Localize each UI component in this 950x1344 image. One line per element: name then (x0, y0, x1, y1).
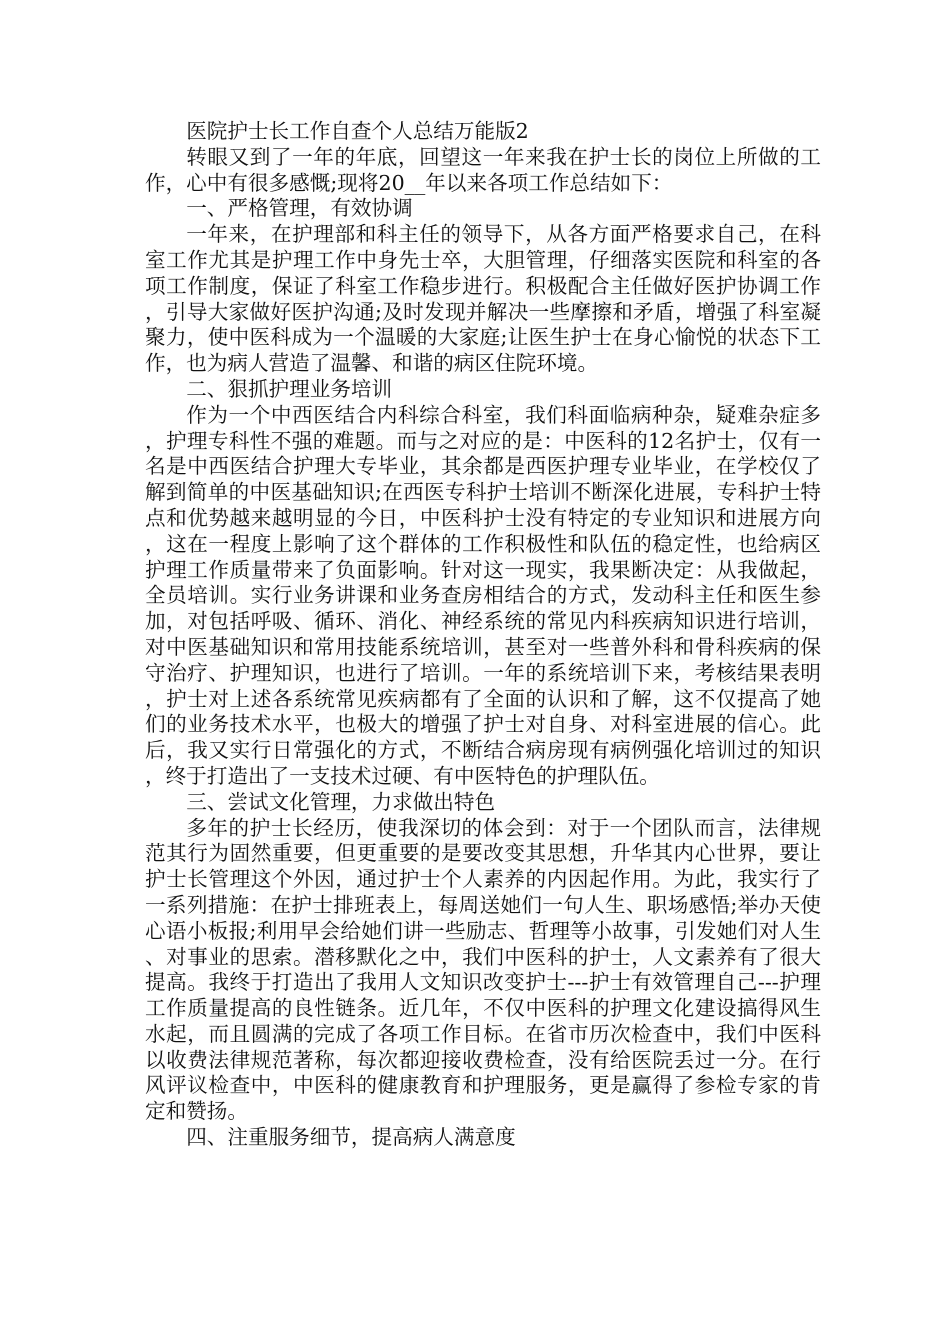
section-3-body: 多年的护士长经历，使我深切的体会到：对于一个团队而言，法律规范其行为固然重要，但更重要的是要改变其思想，升华其内心世界，要让护士长管理这个外因，通过护士个人素养的内因起作用。为此，我实行了一系列措施：在护士排班表上，每周送她们一句人生、职场感悟;举办天使心语小板报;利用早会给她们讲一些励志、哲理等小故事，引发她们对人生、对事业的思索。潜移默化之中，我们中医科的护士，人文素养有了很大提高。我终于打造出了我用人文知识改变护士---护士有效管理自己---护理工作质量提高的良性链条。近几年，不仅中医科的护理文化建设搞得风生水起，而且圆满的完成了各项工作目标。在省市历次检查中，我们中医科以收费法律规范著称，每次都迎接收费检查，没有给医院丢过一分。在行风评议检查中，中医科的健康教育和护理服务，更是赢得了参检专家的肯定和赞扬。 (145, 815, 821, 1124)
section-1-body: 一年来，在护理部和科主任的领导下，从各方面严格要求自己，在科室工作尤其是护理工作中身先士卒，大胆管理，仔细落实医院和科室的各项工作制度，保证了科室工作稳步进行。积极配合主任做好医护协调工作，引导大家做好医护沟通;及时发现并解决一些摩擦和矛盾，增强了科室凝聚力，使中医科成为一个温暖的大家庭;让医生护士在身心愉悦的状态下工作，也为病人营造了温馨、和谐的病区住院环境。 (145, 222, 821, 376)
section-2-body: 作为一个中西医结合内科综合科室，我们科面临病种杂，疑难杂症多，护理专科性不强的难题。而与之对应的是：中医科的12名护士，仅有一名是中西医结合护理大专毕业，其余都是西医护理专业毕业，在学校仅了解到简单的中医基础知识;在西医专科护士培训不断深化进展，专科护士特点和优势越来越明显的今日，中医科护士没有特定的专业知识和进展方向，这在一程度上影响了这个群体的工作积极性和队伍的稳定性，也给病区护理工作质量带来了负面影响。针对这一现实，我果断决定：从我做起，全员培训。实行业务讲课和业务查房相结合的方式，发动科主任和医生参加，对包括呼吸、循环、消化、神经系统的常见内科疾病知识进行培训，对中医基础知识和常用技能系统培训，甚至对一些普外科和骨科疾病的保守治疗、护理知识，也进行了培训。一年的系统培训下来，考核结果表明，护士对上述各系统常见疾病都有了全面的认识和了解，这不仅提高了她们的业务技术水平，也极大的增强了护士对自身、对科室进展的信心。此后，我又实行日常强化的方式，不断结合病房现有病例强化培训过的知识，终于打造出了一支技术过硬、有中医特色的护理队伍。 (145, 402, 821, 788)
section-3-heading: 三、尝试文化管理，力求做出特色 (186, 789, 496, 814)
intro-paragraph: 转眼又到了一年的年底，回望这一年来我在护士长的岗位上所做的工作，心中有很多感慨;现将20__年以来各项工作总结如下： (145, 144, 821, 195)
document-page (145, 119, 821, 1151)
section-4-heading: 四、注重服务细节，提高病人满意度 (186, 1125, 516, 1150)
section-2-heading: 二、狠抓护理业务培训 (186, 376, 393, 401)
section-1-heading: 一、严格管理，有效协调 (186, 196, 413, 221)
document-title: 医院护士长工作自查个人总结万能版2 (186, 119, 529, 143)
